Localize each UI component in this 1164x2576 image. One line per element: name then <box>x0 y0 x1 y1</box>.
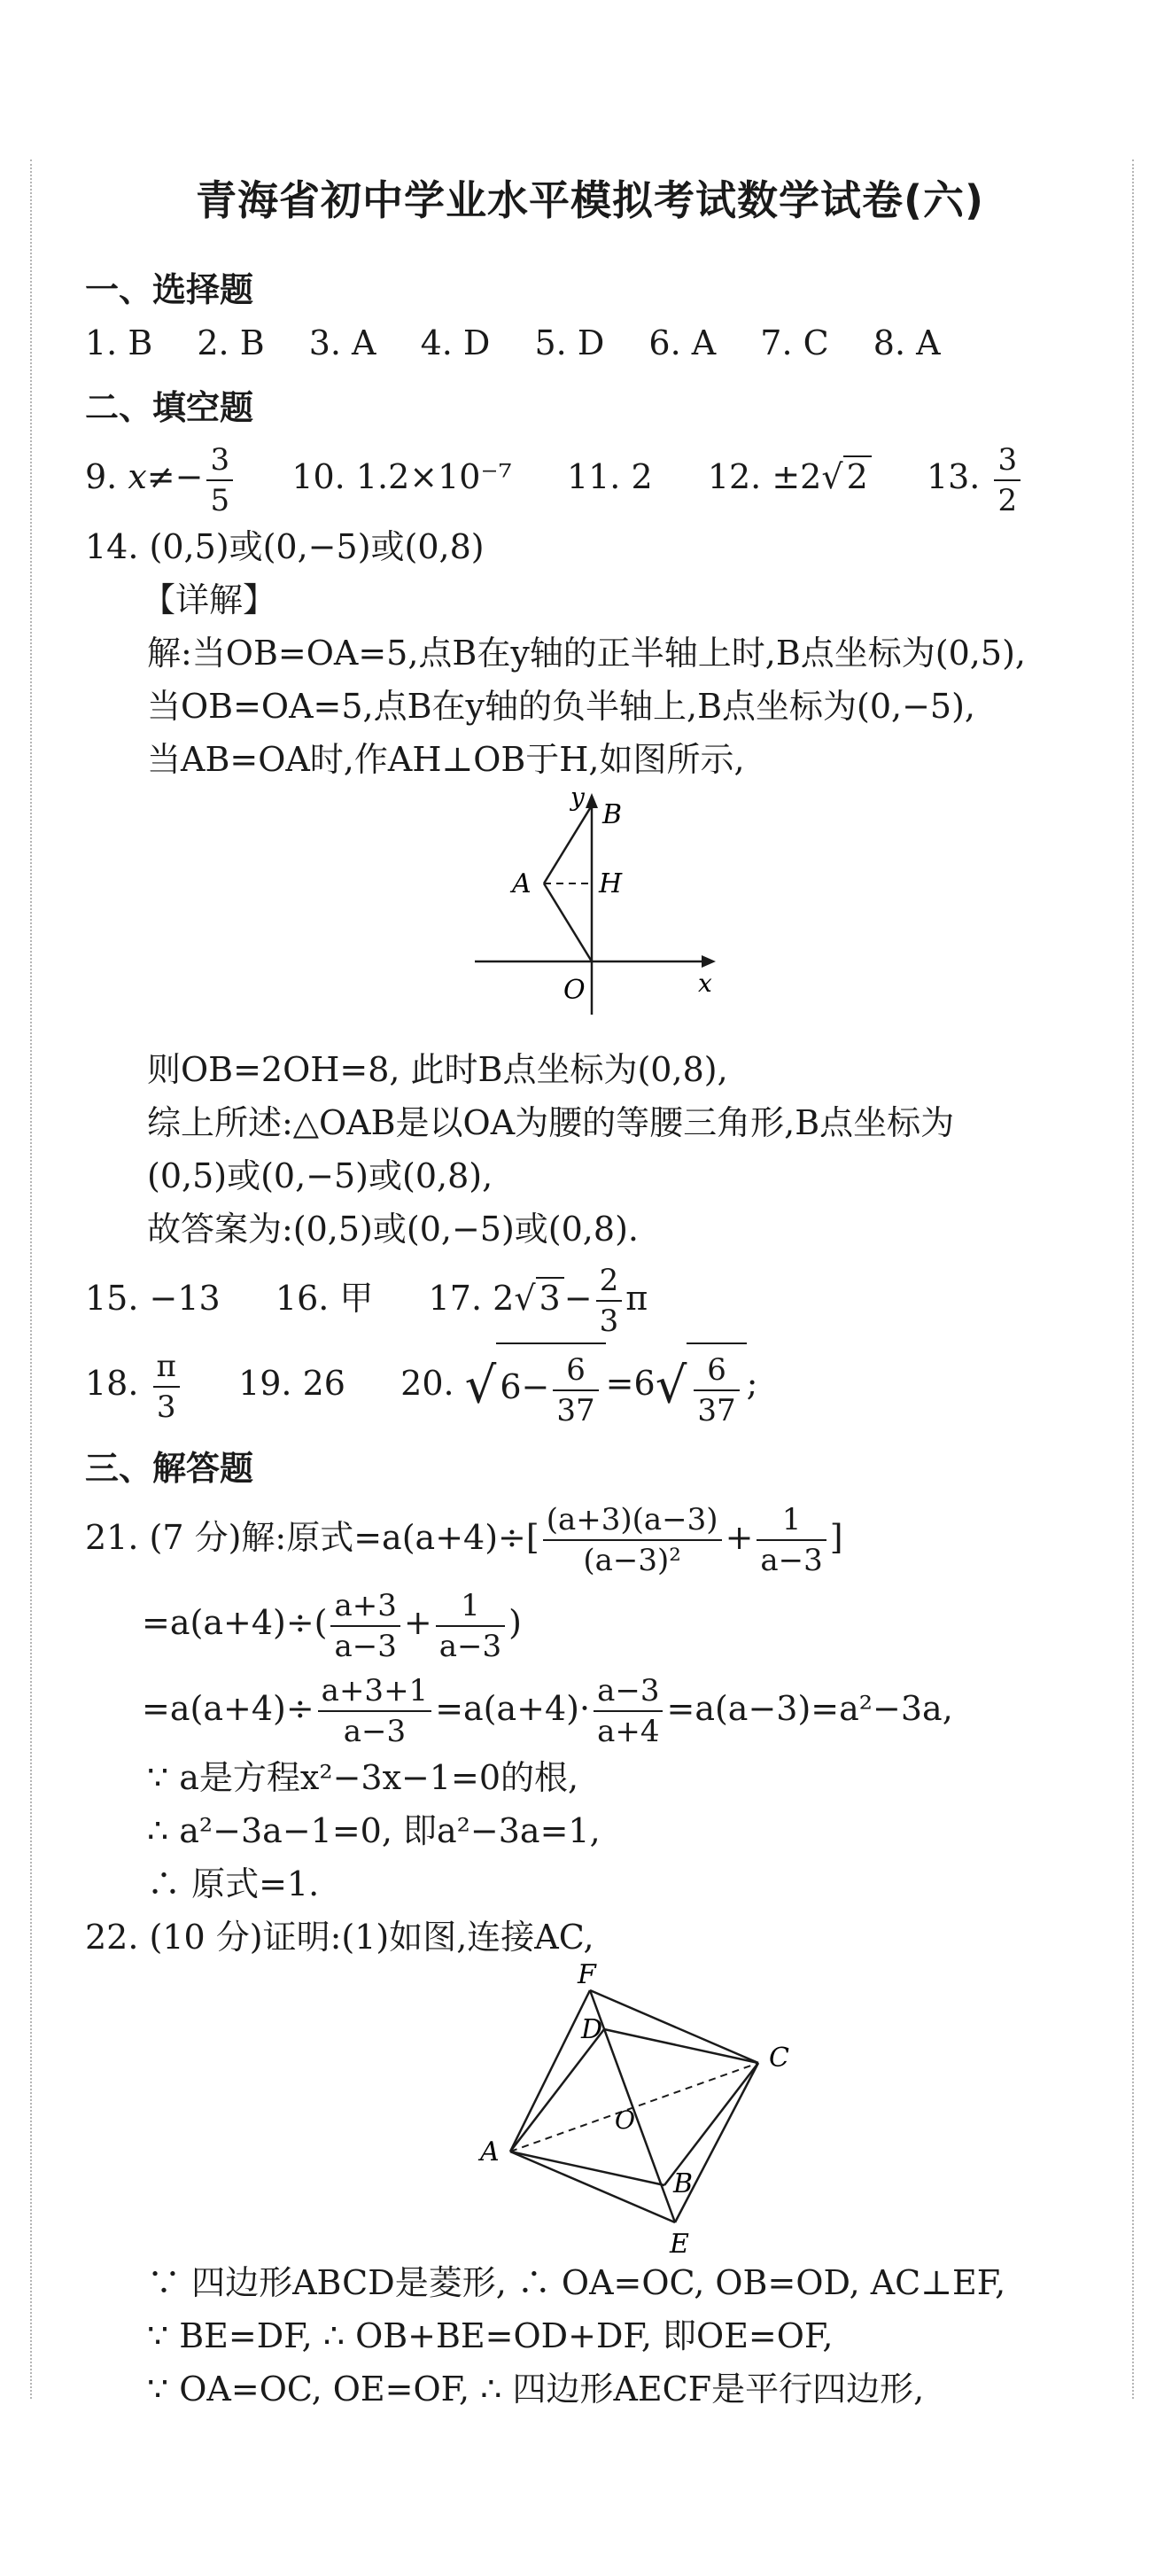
q21-l3-fraction-1 <box>318 1671 432 1751</box>
q20-fraction-2 <box>694 1350 739 1430</box>
fill-row-9-13: 9. x≠− $\frac{3}{5}$ 10. 1.2×10⁻⁷ 11. 2 12. ±2√ 2 13. $\frac{3}{2}$ <box>85 434 1095 520</box>
q20-numerator-1: 6 <box>553 1350 598 1391</box>
q22-line-1: ∵ 四边形ABCD是菱形, ∴ OA=OC, OB=OD, AC⊥EF, <box>147 2263 1006 2303</box>
section-solve-heading: 三、解答题 <box>85 1448 254 1488</box>
q21-l3-f1-num: a+3+1 <box>318 1671 432 1712</box>
q21-l2-plus: + <box>403 1603 432 1643</box>
q21-f2-num: 1 <box>757 1500 826 1541</box>
q21-line-1 <box>85 1495 1095 1581</box>
q22-head: 22. (10 分)证明:(1)如图,连接AC, <box>85 1918 594 1957</box>
q18-denominator: 3 <box>156 1389 176 1425</box>
edge-cb <box>664 2063 758 2185</box>
q14-detail-tag: 【详解】 <box>142 580 277 619</box>
label-b: B <box>602 798 623 830</box>
q18-numerator: π <box>153 1347 180 1388</box>
q13-denominator: 2 <box>997 482 1018 518</box>
edge-ba <box>510 2152 664 2185</box>
q21-head: 21. (7 分)解:原式=a(a+4)÷[ <box>85 1517 539 1557</box>
label-d: D <box>581 2014 603 2046</box>
q17-numerator: 2 <box>596 1261 623 1302</box>
q21-plus: + <box>725 1517 754 1557</box>
label-e: E <box>670 2229 689 2257</box>
edge-fc <box>590 1990 758 2063</box>
q18-fraction <box>153 1347 180 1427</box>
q21-line-2 <box>85 1580 1095 1666</box>
fill-row-15-17: 15. −13 16. 甲 17. 2√ 3 − $\frac{2}{3}$ π <box>85 1263 648 1339</box>
q11-answer: 11. 2 <box>566 457 653 496</box>
section-fill-heading: 二、填空题 <box>85 388 254 427</box>
q21-l3-tail: =a(a−3)=a²−3a, <box>666 1688 953 1728</box>
q20-denominator-1: 37 <box>556 1392 595 1428</box>
answer-7: 7. C <box>760 323 829 362</box>
q20-denominator-2: 37 <box>697 1392 736 1428</box>
q21-l2-f1-num: a+3 <box>330 1586 400 1627</box>
x-axis-arrow <box>702 955 716 968</box>
q10-answer: 10. 1.2×10⁻⁷ <box>291 457 512 496</box>
q21-l2-head: =a(a+4)÷( <box>142 1603 328 1643</box>
fill-row-18-20: 18. $\frac{\pi}{3}$ 19. 26 20. √ 6− $\frac{6}{37}$ =6√ $\frac{6}{37}$ ; <box>85 1341 1095 1430</box>
q21-line-5: ∴ a²−3a−1=0, 即a²−3a=1, <box>147 1811 601 1851</box>
label-o: O <box>563 974 586 1006</box>
answer-2: 2. B <box>197 323 265 362</box>
q21-l2-fraction-2 <box>436 1586 505 1666</box>
label-h: H <box>599 868 623 899</box>
answer-5: 5. D <box>534 323 605 362</box>
answer-1: 1. B <box>85 323 153 362</box>
q14-answer: 14. (0,5)或(0,−5)或(0,8) <box>85 526 485 566</box>
answer-sheet <box>85 168 1095 2416</box>
q21-line-6: ∴ 原式=1. <box>147 1864 320 1904</box>
coordinate-figure <box>85 786 1095 1043</box>
q20-radicand-1 <box>496 1342 605 1430</box>
q9-fraction <box>206 440 233 520</box>
q17-denominator: 3 <box>599 1304 619 1339</box>
answer-6: 6. A <box>648 323 717 362</box>
q14-line-6: (0,5)或(0,−5)或(0,8), <box>147 1156 493 1195</box>
page-title: 青海省初中学业水平模拟考试数学试卷(六) <box>195 176 985 224</box>
edge-dc <box>604 2029 758 2063</box>
q20-fraction-1 <box>553 1350 598 1430</box>
q22-line-2: ∵ BE=DF, ∴ OB+BE=OD+DF, 即OE=OF, <box>147 2316 834 2356</box>
answer-4: 4. D <box>420 323 491 362</box>
q14-line-4: 则OB=2OH=8, 此时B点坐标为(0,8), <box>147 1049 728 1089</box>
coordinate-figure-svg <box>85 786 1095 1043</box>
q9-expr: x≠− <box>128 457 204 496</box>
section-choice-heading: 一、选择题 <box>85 270 254 309</box>
q21-close: ] <box>829 1517 843 1557</box>
q21-l2-f2-den: a−3 <box>438 1628 502 1664</box>
label-x: x <box>698 968 712 998</box>
q9-numerator: 3 <box>206 440 233 481</box>
edge-ea <box>510 2152 675 2222</box>
q17-prefix: 17. 2 <box>428 1278 515 1318</box>
q12-prefix: 12. ±2 <box>707 457 822 496</box>
q21-l3-head: =a(a+4)÷ <box>142 1688 314 1728</box>
q21-l2-fraction-1 <box>330 1586 400 1666</box>
rhombus-figure-svg <box>85 1964 1095 2256</box>
q13-number: 13. <box>926 457 981 496</box>
q21-line-3 <box>85 1666 1095 1752</box>
q13-fraction <box>994 440 1020 520</box>
label-o: O <box>615 2105 635 2136</box>
answer-3: 3. A <box>308 323 376 362</box>
q21-fraction-2 <box>757 1500 826 1580</box>
q21-l3-f1-den: a−3 <box>343 1714 407 1750</box>
q17-minus: − <box>563 1278 593 1318</box>
q14-line-7: 故答案为:(0,5)或(0,−5)或(0,8). <box>147 1209 639 1249</box>
q21-fraction-1 <box>543 1500 722 1580</box>
q20-end: ; <box>746 1364 758 1403</box>
label-y: y <box>570 785 585 812</box>
choice-answers-row <box>85 316 1095 370</box>
q21-l3-f2-den: a+4 <box>597 1714 660 1750</box>
q17-radicand: 3 <box>536 1277 564 1318</box>
q21-line-4: ∵ a是方程x²−3x−1=0的根, <box>147 1758 579 1798</box>
q14-line-5: 综上所述:△OAB是以OA为腰的等腰三角形,B点坐标为 <box>147 1102 955 1142</box>
q20-radicand-2 <box>687 1342 746 1430</box>
q21-f1-num: (a+3)(a−3) <box>543 1500 722 1541</box>
edge-ad <box>510 2029 604 2152</box>
right-binding-edge <box>1132 160 1134 2399</box>
q18-number: 18. <box>85 1364 139 1403</box>
q21-f2-den: a−3 <box>760 1543 823 1579</box>
q16-answer: 16. 甲 <box>275 1278 374 1318</box>
rhombus-figure <box>85 1964 1095 2256</box>
q14-line-3: 当AB=OA时,作AH⊥OB于H,如图所示, <box>147 739 745 779</box>
q13-numerator: 3 <box>994 440 1020 481</box>
segment-ab <box>544 805 592 883</box>
answer-8: 8. A <box>873 323 941 362</box>
q21-l2-f2-num: 1 <box>436 1586 505 1627</box>
label-c: C <box>769 2043 789 2074</box>
q21-l3-fraction-2 <box>594 1671 663 1751</box>
q9-number: 9. <box>85 457 118 496</box>
edge-af <box>510 1990 590 2152</box>
q21-l2-close: ) <box>508 1603 522 1643</box>
q17-fraction <box>596 1261 623 1341</box>
q20-number: 20. <box>400 1364 454 1403</box>
label-f: F <box>578 1964 596 1991</box>
q9-denominator: 5 <box>210 482 230 518</box>
q22-line-3: ∵ OA=OC, OE=OF, ∴ 四边形AECF是平行四边形, <box>147 2370 925 2409</box>
q15-answer: 15. −13 <box>85 1278 221 1318</box>
segment-ao <box>544 883 592 961</box>
label-a: A <box>480 2136 500 2168</box>
q19-answer: 19. 26 <box>238 1364 345 1403</box>
q21-f1-den: (a−3)² <box>583 1543 681 1579</box>
q20-numerator-2: 6 <box>694 1350 739 1391</box>
q20-rad-a: 6− <box>500 1367 550 1407</box>
q14-line-2: 当OB=OA=5,点B在y轴的负半轴上,B点坐标为(0,−5), <box>147 686 976 726</box>
q21-l2-f1-den: a−3 <box>334 1628 397 1664</box>
left-binding-edge <box>30 160 32 2399</box>
q14-line-1: 解:当OB=OA=5,点B在y轴的正半轴上时,B点坐标为(0,5), <box>147 633 1026 673</box>
q21-l3-f2-num: a−3 <box>594 1671 663 1712</box>
q20-eq: =6 <box>605 1364 656 1403</box>
q17-pi: π <box>625 1278 648 1318</box>
label-a: A <box>512 868 532 899</box>
q12-radicand: 2 <box>843 455 872 496</box>
q21-l3-mid: =a(a+4)· <box>435 1688 591 1728</box>
label-b: B <box>673 2168 694 2200</box>
